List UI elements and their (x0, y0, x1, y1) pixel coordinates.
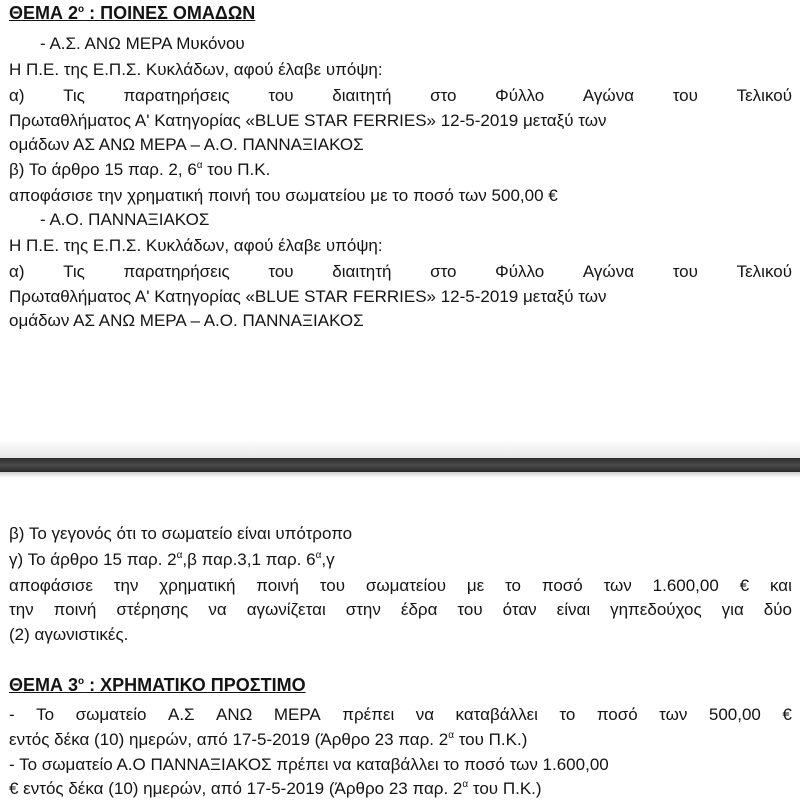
word: ποινή (256, 576, 299, 595)
section2-title-rest: : ΠΟΙΝΕΣ ΟΜΑΔΩΝ (84, 3, 256, 23)
word: των (659, 705, 688, 724)
fine-1-line2-a: εντός δέκα (10) ημερών, από 17-5-2019 (Άρθρο 23 παρ. 2 (9, 730, 449, 749)
word: είναι (556, 600, 591, 619)
word: γηπεδούχος (610, 600, 702, 619)
page-break-divider (0, 458, 800, 472)
clause-a2-line1 (9, 262, 792, 282)
word: του (672, 262, 698, 281)
word: παρατηρήσεις (123, 86, 230, 105)
word: αποφάσισε (9, 576, 93, 595)
word: Τελικού (736, 262, 792, 281)
word: Αγώνα (582, 86, 635, 105)
section3-title (9, 675, 306, 695)
section2-title-main: ΘΕΜΑ 2 (9, 3, 79, 23)
section2-title-sup: ο (78, 4, 85, 15)
fine-2-line1: - Το σωματείο Α.Ο ΠΑΝΝΑΞΙΑΚΟΣ πρέπει να καταβάλλει το ποσό των 1.600,00 (9, 755, 609, 774)
word: Φύλλο (495, 262, 545, 281)
word: Το (36, 705, 55, 724)
decision-2-line1 (9, 576, 792, 596)
word: Αγώνα (582, 262, 635, 281)
intro-1: Η Π.Ε. της Ε.Π.Σ. Κυκλάδων, αφού έλαβε υπόψη: (9, 60, 383, 79)
word: Φύλλο (495, 86, 545, 105)
word: α) (9, 86, 25, 105)
word: να (415, 705, 435, 724)
word: παρατηρήσεις (123, 262, 230, 281)
fine-1-line2-sup: α (448, 730, 454, 741)
word: του (268, 262, 294, 281)
clause-a2-line3: ομάδων ΑΣ ΑΝΩ ΜΕΡΑ – Α.Ο. ΠΑΝΝΑΞΙΑΚΟΣ (9, 311, 364, 330)
word: την (9, 600, 34, 619)
intro-2: Η Π.Ε. της Ε.Π.Σ. Κυκλάδων, αφού έλαβε υπόψη: (9, 236, 383, 255)
word: στο (430, 262, 457, 281)
word: χρηματική (159, 576, 236, 595)
word: του (672, 86, 698, 105)
word: ποσό (541, 576, 583, 595)
word: το (505, 576, 522, 595)
word: α) (9, 262, 25, 281)
decision-1: αποφάσισε την χρηματική ποινή του σωματείου με το ποσό των 500,00 € (9, 186, 558, 205)
fine-2-line2-sup: α (462, 779, 469, 790)
section3-title-sup: ο (78, 676, 85, 687)
word: το (559, 705, 576, 724)
word: δύο (763, 600, 792, 619)
word: με (466, 576, 485, 595)
word: 500,00 (708, 705, 761, 724)
word: Α.Σ (167, 705, 195, 724)
clause-b1 (9, 160, 270, 180)
team1-heading: - Α.Σ. ΑΝΩ ΜΕΡΑ Μυκόνου (40, 34, 245, 53)
clause-c2-part-b: ,β παρ.3,1 παρ. 6 (182, 550, 316, 569)
word: ποινή (53, 600, 97, 619)
word: σωματείου (365, 576, 447, 595)
word: των (603, 576, 632, 595)
clause-c2-sup-2: α (315, 550, 322, 561)
clause-a2-line2: Πρωταθλήματος Α' Κατηγορίας «BLUE STAR FERRIES» 12-5-2019 μεταξύ των (9, 287, 607, 306)
word: € (782, 705, 792, 724)
section2-title (9, 3, 255, 23)
fine-2-line2-b: του Π.Κ.) (468, 779, 542, 798)
word: διαιτητή (332, 86, 392, 105)
word: αγωνίζεται (246, 600, 326, 619)
word: διαιτητή (332, 262, 392, 281)
clause-b1-sup: α (196, 160, 203, 171)
clause-c2-part-a: γ) Το άρθρο 15 παρ. 2 (9, 550, 177, 569)
word: € (739, 576, 750, 595)
word: για (721, 600, 744, 619)
word: την (113, 576, 139, 595)
word: στο (430, 86, 457, 105)
word: και (769, 576, 792, 595)
clause-a1-line1 (9, 86, 792, 106)
clause-a1-line3: ομάδων ΑΣ ΑΝΩ ΜΕΡΑ – Α.Ο. ΠΑΝΝΑΞΙΑΚΟΣ (9, 135, 364, 154)
word: στην (345, 600, 381, 619)
fine-1-line2-b: του Π.Κ.) (453, 730, 528, 749)
clause-c2 (9, 550, 335, 570)
word: στέρησης (116, 600, 189, 619)
section3-title-main: ΘΕΜΑ 3 (9, 675, 79, 695)
clause-b2: β) Το γεγονός ότι το σωματείο είναι υπότροπο (9, 524, 353, 543)
word: Τις (63, 262, 85, 281)
team2-heading: - Α.Ο. ΠΑΝΝΑΞΙΑΚΟΣ (40, 210, 210, 229)
word: να (208, 600, 227, 619)
word: του (268, 86, 294, 105)
word: Τελικού (736, 86, 792, 105)
clause-b1-main: β) Το άρθρο 15 παρ. 2, 6 (9, 160, 197, 179)
section3-title-rest: : ΧΡΗΜΑΤΙΚΟ ΠΡΟΣΤΙΜΟ (84, 675, 306, 695)
word: Τις (63, 86, 85, 105)
word: ποσό (596, 705, 638, 724)
word: πρέπει (342, 705, 395, 724)
word: - (9, 705, 15, 724)
decision-2-line3: (2) αγωνιστικές. (9, 625, 129, 644)
word: του (319, 576, 345, 595)
word: ΜΕΡΑ (273, 705, 321, 724)
word: του (457, 600, 483, 619)
word: ΑΝΩ (216, 705, 253, 724)
word: σωματείο (75, 705, 147, 724)
fine-1-line1 (9, 705, 792, 725)
decision-2-line2 (9, 600, 792, 620)
fine-1-line2 (9, 730, 527, 750)
clause-c2-sup-1: α (176, 550, 183, 561)
page-break-shadow (0, 440, 800, 458)
clause-a1-line2: Πρωταθλήματος Α' Κατηγορίας «BLUE STAR FERRIES» 12-5-2019 μεταξύ των (9, 111, 607, 130)
word: καταβάλλει (455, 705, 538, 724)
word: 1.600,00 (652, 576, 719, 595)
word: έδρα (400, 600, 438, 619)
fine-2-line2 (9, 779, 542, 799)
clause-c2-part-c: ,γ (321, 550, 335, 569)
word: όταν (502, 600, 537, 619)
clause-b1-rest: του Π.Κ. (202, 160, 271, 179)
fine-2-line2-a: € εντός δέκα (10) ημερών, από 17-5-2019 (Άρθρο 23 παρ. 2 (9, 779, 463, 798)
